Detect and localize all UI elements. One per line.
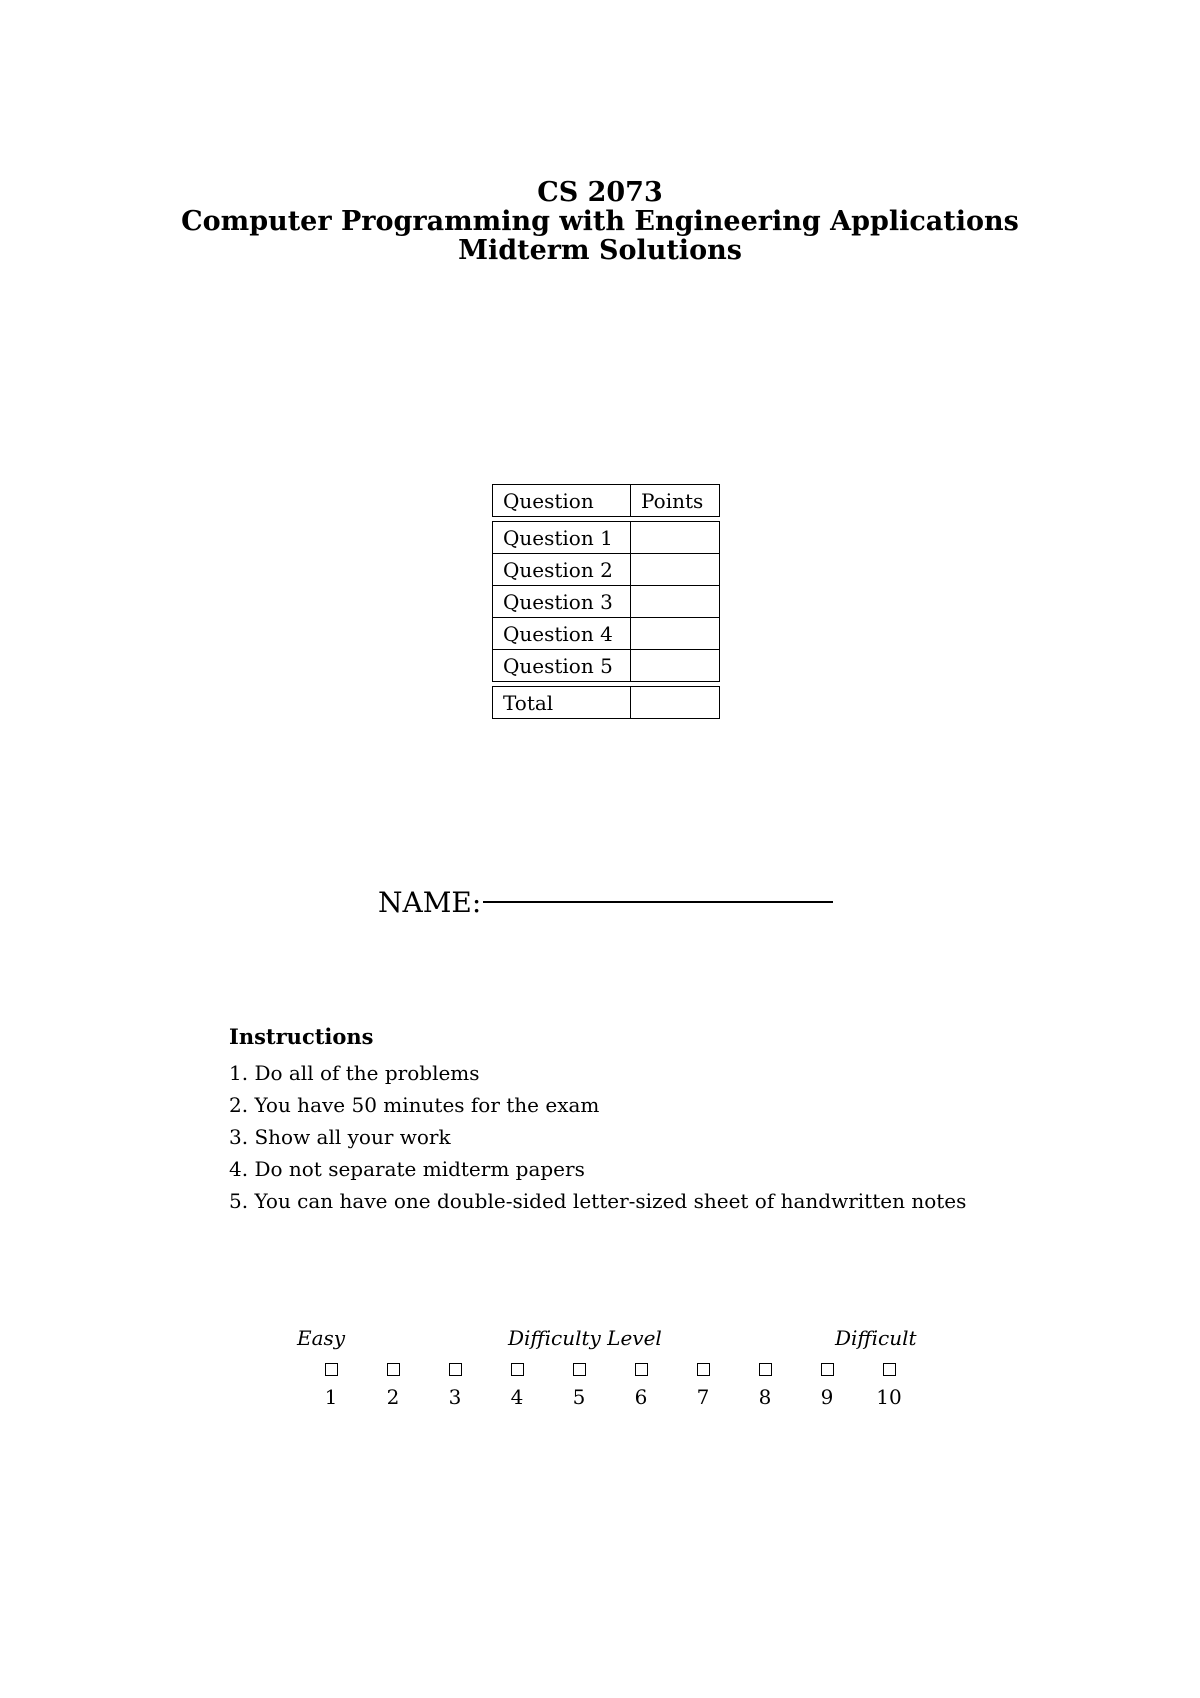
name-blank-line[interactable]: [483, 901, 833, 903]
instructions-list: [229, 1057, 966, 1217]
list-item: 4. Do not separate midterm papers: [229, 1157, 585, 1181]
table-row: [493, 650, 720, 682]
header-points: Points: [631, 485, 720, 517]
difficulty-checkbox-10[interactable]: [883, 1363, 896, 1376]
score-table-header: [493, 485, 720, 517]
difficulty-checkbox-9[interactable]: [821, 1363, 834, 1376]
points-cell[interactable]: [631, 618, 720, 650]
header-question: Question: [493, 485, 631, 517]
question-label: Question 2: [493, 554, 631, 586]
difficult-label: Difficult: [835, 1326, 917, 1350]
difficulty-checkboxes: [300, 1361, 920, 1380]
instructions-heading: Instructions: [229, 1024, 374, 1049]
table-row: [493, 618, 720, 650]
difficulty-number: 8: [758, 1385, 772, 1409]
difficulty-number: 2: [386, 1385, 400, 1409]
difficulty-numbers: [300, 1386, 920, 1408]
difficulty-checkbox-3[interactable]: [449, 1363, 462, 1376]
total-row: [493, 687, 720, 719]
points-cell[interactable]: [631, 650, 720, 682]
difficulty-checkbox-6[interactable]: [635, 1363, 648, 1376]
table-row: [493, 554, 720, 586]
list-item: 2. You have 50 minutes for the exam: [229, 1093, 600, 1117]
difficulty-number: 1: [324, 1385, 338, 1409]
difficulty-number: 7: [696, 1385, 710, 1409]
title-block: [0, 178, 1200, 265]
difficulty-level-label: Difficulty Level: [508, 1326, 662, 1350]
difficulty-checkbox-4[interactable]: [511, 1363, 524, 1376]
difficulty-number: 4: [510, 1385, 524, 1409]
total-label: Total: [493, 687, 631, 719]
list-item: 5. You can have one double-sided letter-sized sheet of handwritten notes: [229, 1189, 967, 1213]
list-item: 3. Show all your work: [229, 1125, 451, 1149]
course-code: CS 2073: [537, 177, 663, 208]
difficulty-checkbox-1[interactable]: [325, 1363, 338, 1376]
question-label: Question 5: [493, 650, 631, 682]
difficulty-checkbox-8[interactable]: [759, 1363, 772, 1376]
question-label: Question 1: [493, 522, 631, 554]
name-label: NAME:: [378, 886, 482, 919]
table-row: [493, 522, 720, 554]
points-cell[interactable]: [631, 554, 720, 586]
difficulty-checkbox-2[interactable]: [387, 1363, 400, 1376]
difficulty-checkbox-7[interactable]: [697, 1363, 710, 1376]
difficulty-number: 9: [820, 1385, 834, 1409]
total-points-cell[interactable]: [631, 687, 720, 719]
instructions-section: [229, 1024, 966, 1217]
difficulty-number: 6: [634, 1385, 648, 1409]
difficulty-number: 10: [876, 1385, 902, 1409]
table-row: [493, 586, 720, 618]
course-name: Computer Programming with Engineering Applications: [181, 206, 1019, 237]
difficulty-number: 5: [572, 1385, 586, 1409]
name-field: [378, 886, 833, 919]
question-label: Question 3: [493, 586, 631, 618]
document-subtitle: Midterm Solutions: [458, 235, 742, 266]
score-table: [492, 484, 720, 719]
difficulty-checkbox-5[interactable]: [573, 1363, 586, 1376]
question-label: Question 4: [493, 618, 631, 650]
points-cell[interactable]: [631, 522, 720, 554]
easy-label: Easy: [297, 1326, 346, 1350]
difficulty-number: 3: [448, 1385, 462, 1409]
points-cell[interactable]: [631, 586, 720, 618]
list-item: 1. Do all of the problems: [229, 1061, 480, 1085]
